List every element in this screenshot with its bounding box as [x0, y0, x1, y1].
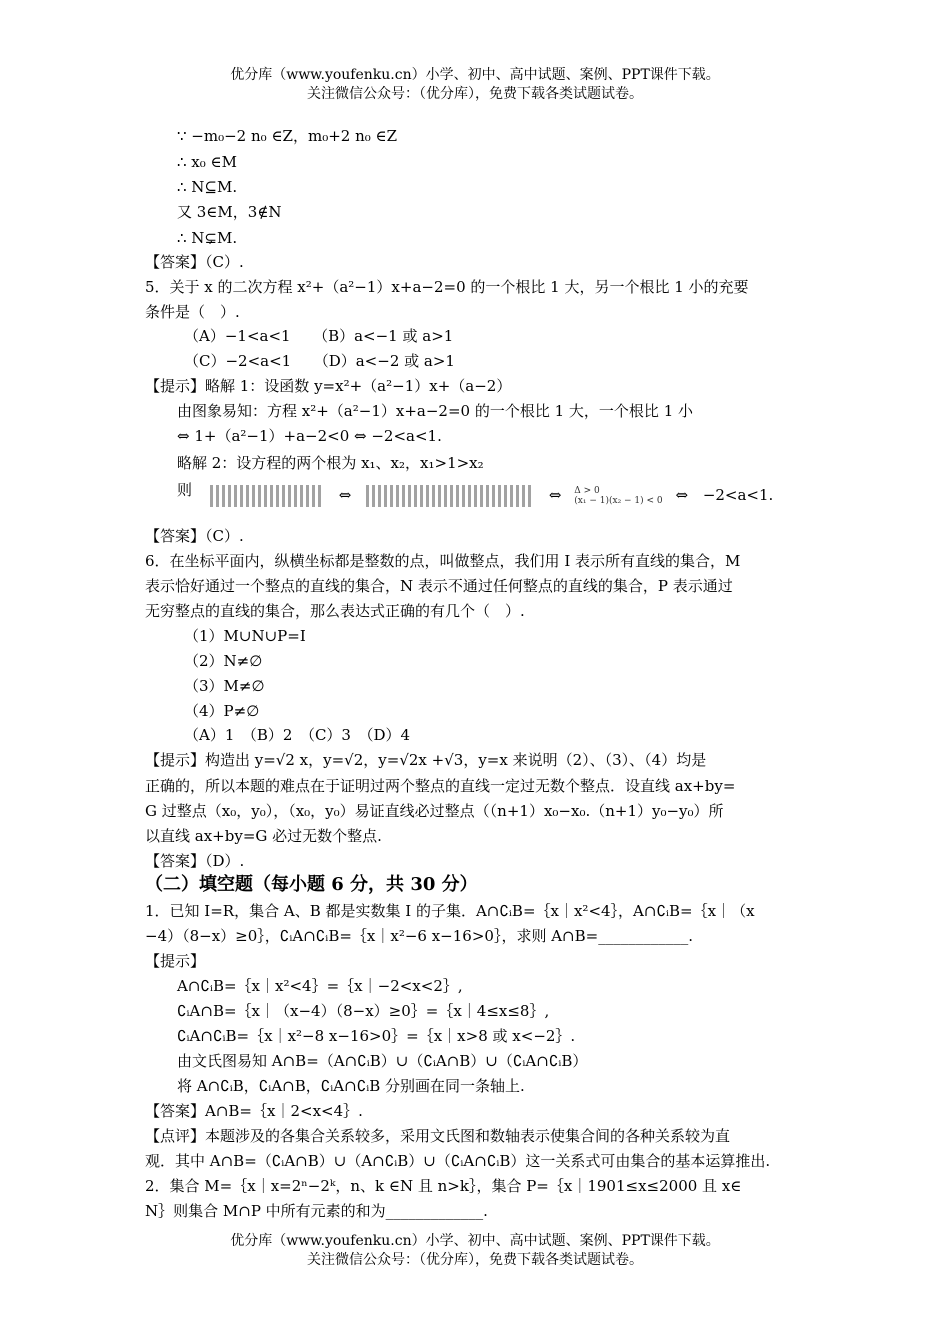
answer-line: 【答案】（C）.	[145, 527, 244, 545]
option-line: （4）P≠∅	[184, 702, 260, 720]
text-line: 由图象易知：方程 x²+（a²−1）x+a−2=0 的一个根比 1 大，一个根比 1 小	[177, 402, 694, 420]
hint-line: 由文氏图易知 A∩B=（A∩∁ᵢB）∪（∁ᵢA∩B）∪（∁ᵢA∩∁ᵢB）	[177, 1052, 588, 1070]
footer-line-2: 关注微信公众号：（优分库），免费下载各类试题试卷。	[307, 1252, 643, 1268]
equiv-symbol: ⇔	[338, 486, 352, 504]
header-line-2: 关注微信公众号：（优分库），免费下载各类试题试卷。	[307, 86, 643, 102]
hint-line: ∁ᵢA∩∁ᵢB=｛x｜x²−8 x−16>0｝=｛x｜x>8 或 x<−2｝.	[177, 1027, 576, 1045]
text-line: ∴ N⊆M.	[177, 178, 238, 196]
equation-small-text: (x₁ − 1)(x₂ − 1) < 0	[574, 496, 663, 506]
hint-line: A∩∁ᵢB=｛x｜x²<4｝=｛x｜−2<x<2｝,	[177, 977, 463, 995]
equation-image	[210, 483, 810, 511]
question-line: 无穷整点的直线的集合，那么表达式正确的有几个（ ）.	[145, 602, 525, 620]
question-line: 5．关于 x 的二次方程 x²+（a²−1）x+a−2=0 的一个根比 1 大，另一个根比 1 小的充要	[145, 278, 749, 296]
option-line: （A）−1<a<1 （B）a<−1 或 a>1	[184, 327, 454, 345]
equiv-symbol: ⇔	[675, 486, 689, 504]
hint-line: 将 A∩∁ᵢB，∁ᵢA∩B，∁ᵢA∩∁ᵢB 分别画在同一条轴上.	[177, 1077, 525, 1095]
question-line: N｝则集合 M∩P 中所有元素的和为_____________.	[145, 1202, 488, 1220]
question-line: 1．已知 I=R，集合 A、B 都是实数集 I 的子集．A∩∁ᵢB=｛x｜x²<4｝，A∩∁ᵢB=｛x｜（x	[145, 902, 755, 920]
hint-line: 【提示】略解 1：设函数 y=x²+（a²−1）x+（a−2）	[145, 377, 512, 395]
text-line: 略解 2：设方程的两个根为 x₁、x₂，x₁>1>x₂	[177, 454, 484, 472]
page-header	[0, 66, 950, 104]
text-line: 则	[177, 481, 193, 499]
text-line: 又 3∈M，3∉N	[177, 203, 282, 221]
hint-line: ∁ᵢA∩B=｛x｜（x−4）（8−x）≥0｝=｛x｜4≤x≤8｝,	[177, 1002, 550, 1020]
answer-line: 【答案】（C）.	[145, 253, 244, 271]
text-line: ∴ x₀ ∈M	[177, 153, 238, 171]
text-line: ⇔ 1+（a²−1）+a−2<0 ⇔ −2<a<1.	[177, 427, 442, 445]
question-line: 6．在坐标平面内，纵横坐标都是整数的点，叫做整点，我们用 I 表示所有直线的集合，M	[145, 552, 741, 570]
answer-line: 【答案】A∩B=｛x｜2<x<4｝.	[145, 1102, 363, 1120]
footer-line-1: 优分库（www.youfenku.cn）小学、初中、高中试题、案例、PPT课件下载。	[230, 1233, 720, 1249]
question-line: −4）（8−x）≥0｝，∁ᵢA∩∁ᵢB=｛x｜x²−6 x−16>0｝，求则 A∩B=____________.	[145, 927, 693, 945]
text-line: ∴ N⊊M.	[177, 229, 238, 247]
comment-line: 观．其中 A∩B=（∁ᵢA∩B）∪（A∩∁ᵢB）∪（∁ᵢA∩∁ᵢB）这一关系式可由集合的基本运算推出.	[145, 1152, 771, 1170]
hint-line: 正确的，所以本题的难点在于证明过两个整点的直线一定过无数个整点．设直线 ax+by=	[145, 777, 736, 795]
question-line: 2．集合 M=｛x｜x=2ⁿ−2ᵏ，n、k ∈N 且 n>k｝，集合 P=｛x｜1901≤x≤2000 且 x∈	[145, 1177, 742, 1195]
question-line: 条件是（ ）.	[145, 303, 240, 321]
equation-small-text: Δ > 0	[574, 486, 600, 496]
equation-result: −2<a<1.	[702, 486, 774, 504]
equation-blur	[366, 485, 534, 507]
option-line: （2）N≠∅	[184, 652, 263, 670]
option-line: （A）1 （B）2 （C）3 （D）4	[184, 726, 411, 744]
hint-line: G 过整点（x₀，y₀），（x₀，y₀）易证直线必过整点（（n+1）x₀−x₀.（n+1）y₀−y₀）所	[145, 802, 724, 820]
text-line: ∵ −m₀−2 n₀ ∈Z，m₀+2 n₀ ∈Z	[177, 127, 398, 145]
question-line: 表示恰好通过一个整点的直线的集合，N 表示不通过任何整点的直线的集合，P 表示通过	[145, 577, 733, 595]
answer-line: 【答案】（D）.	[145, 852, 245, 870]
option-line: （C）−2<a<1 （D）a<−2 或 a>1	[184, 352, 455, 370]
option-line: （3）M≠∅	[184, 677, 265, 695]
section-heading: （二）填空题（每小题 6 分，共 30 分）	[145, 874, 478, 895]
comment-line: 【点评】本题涉及的各集合关系较多，采用文氏图和数轴表示使集合间的各种关系较为直	[145, 1127, 731, 1145]
equation-blur	[210, 485, 322, 507]
hint-line: 以直线 ax+by=G 必过无数个整点.	[145, 827, 382, 845]
header-line-1: 优分库（www.youfenku.cn）小学、初中、高中试题、案例、PPT课件下载。	[230, 67, 720, 83]
page-footer	[0, 1232, 950, 1270]
hint-line: 【提示】构造出 y=√2 x，y=√2，y=√2x +√3，y=x 来说明（2）、（3）、（4）均是	[145, 751, 707, 769]
option-line: （1）M∪N∪P=I	[184, 627, 306, 645]
hint-label: 【提示】	[145, 952, 206, 970]
equiv-symbol: ⇔	[548, 486, 562, 504]
